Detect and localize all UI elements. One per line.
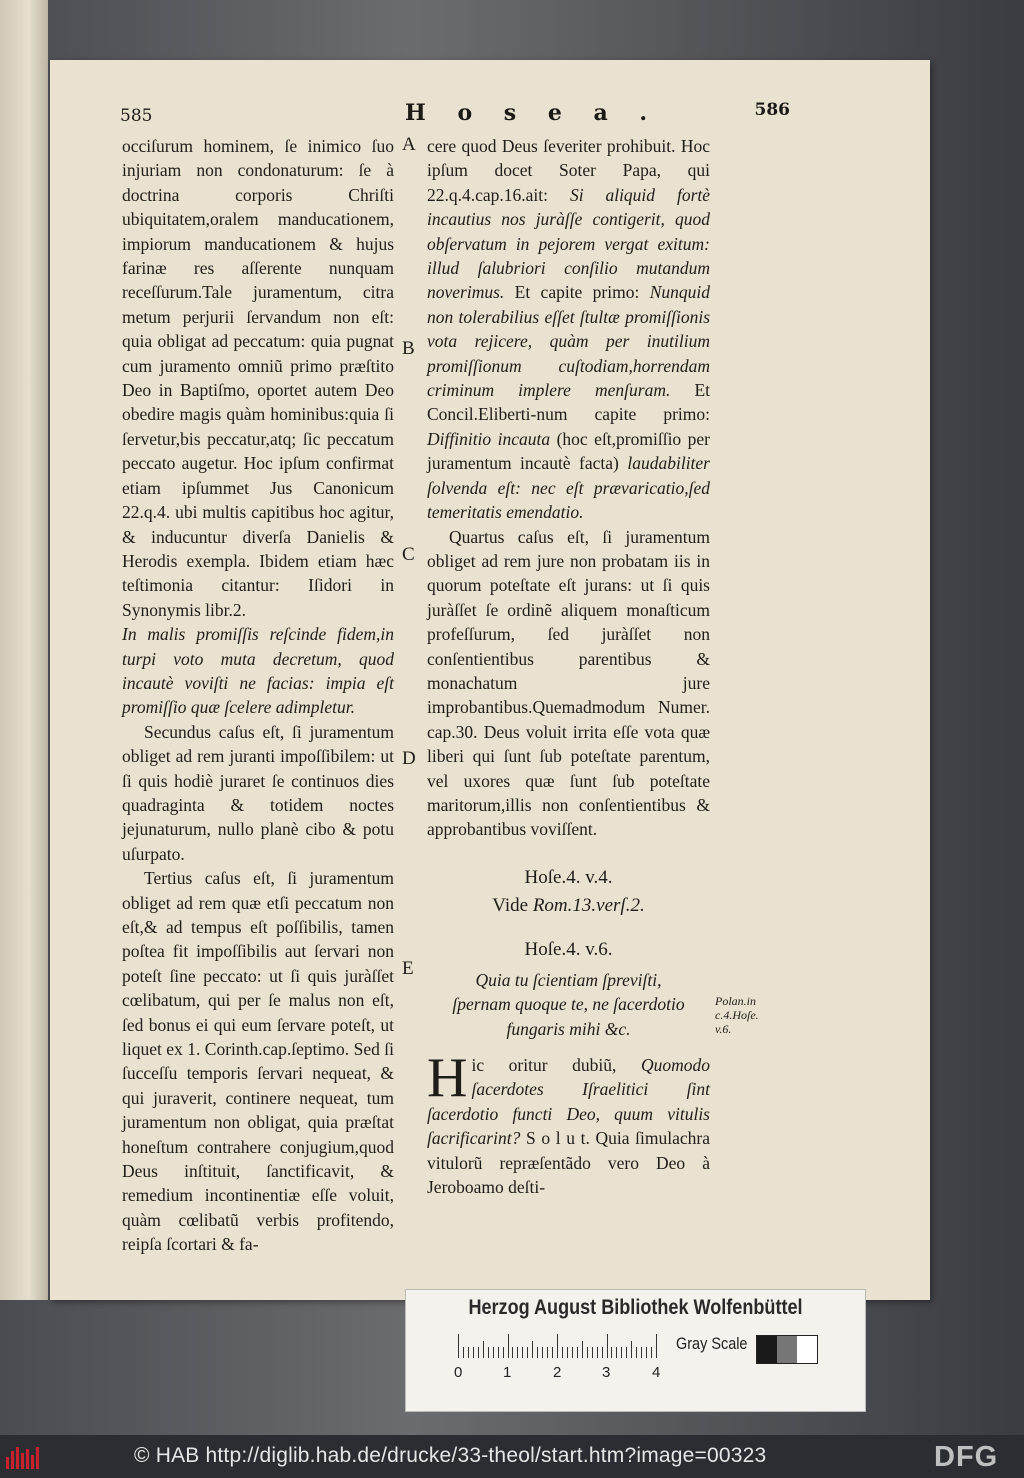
ruler-tick — [517, 1347, 518, 1358]
viewer-footer — [0, 1435, 1024, 1478]
library-scale-label — [405, 1289, 866, 1412]
paragraph — [427, 134, 710, 525]
ruler-tick — [602, 1347, 603, 1358]
text-run: Et Concil.Eliberti-num capite primo: — [427, 380, 711, 425]
running-title: H o s e a . — [405, 100, 660, 126]
margin-letter-d: D — [402, 748, 416, 769]
text-run: Rom.13.verſ.2. — [532, 894, 645, 916]
ruler-tick — [597, 1347, 598, 1358]
quotation: Nunquid non tolerabilius eſſet ſtultæ promiſſionis vota rejicere, quàm per inutilium promiſſionum cuſtodiam,horrendam criminum implere menſuram. — [427, 282, 710, 401]
ruler-tick — [532, 1341, 533, 1358]
margin-letter-a: A — [402, 134, 416, 155]
ruler-tick — [522, 1347, 523, 1358]
page-number-right: 586 — [754, 100, 790, 120]
ruler-tick — [458, 1334, 459, 1358]
ruler-tick — [557, 1334, 558, 1358]
quotation: laudabiliter ſolvenda eſt: nec eſt prævaricatio,ſed temeritatis emendatio. — [427, 453, 710, 523]
ruler-tick — [636, 1347, 637, 1358]
text-run: Et capite primo: — [514, 282, 640, 303]
ruler-tick — [552, 1347, 553, 1358]
ruler-tick — [631, 1341, 632, 1358]
gray-scale-label: Gray Scale — [676, 1334, 748, 1353]
ruler-tick — [621, 1347, 622, 1358]
ruler-tick — [587, 1347, 588, 1358]
gray-swatch-black — [757, 1336, 777, 1363]
ruler-tick — [473, 1347, 474, 1358]
previous-page-edge — [0, 0, 48, 1300]
ruler-tick — [463, 1347, 464, 1358]
left-column — [122, 134, 394, 1257]
scale-number: 0 — [454, 1364, 463, 1381]
running-header — [120, 100, 790, 130]
paragraph — [427, 1047, 711, 1199]
ruler-tick — [616, 1347, 617, 1358]
ruler-scale — [454, 1334, 664, 1381]
citation-link[interactable]: © HAB http://diglib.hab.de/drucke/33-theol/start.htm?image=00323 — [134, 1444, 767, 1467]
ruler-tick — [503, 1347, 504, 1358]
ruler-tick — [572, 1347, 573, 1358]
page-number-left: 585 — [120, 106, 153, 126]
ruler-tick — [656, 1334, 657, 1358]
ruler-tick — [537, 1347, 538, 1358]
paragraph: Quartus caſus eſt, ſi juramentum obliget ad rem jure non probatam iis in quorum poteſtate eſt jurans: ut ſi quis juràſſet ſe ordinẽ aliquem monaſticum profeſſurum, ſed juràſſet non conſentientibus parentibus & monachatum jure improbantibus.Quemadmodum Numer. cap.30. Deus voluit irrita eſſe vota quæ liberi qui ſunt ſub poteſtate parentum, vel uxores quæ ſunt ſub poteſtate maritorum,illis non conſentientibus & approbantibus voviſſent. — [427, 526, 710, 840]
scale-number: 3 — [602, 1364, 611, 1381]
book-page — [50, 60, 930, 1300]
ruler-tick — [478, 1347, 479, 1358]
ruler-tick — [577, 1347, 578, 1358]
ruler-tick — [646, 1347, 647, 1358]
ruler-tick — [542, 1347, 543, 1358]
quotation: Diffinitio incauta — [427, 428, 551, 449]
scale-number: 4 — [652, 1364, 661, 1381]
ruler-tick — [567, 1347, 568, 1358]
scale-number: 1 — [503, 1364, 512, 1381]
ruler-tick — [512, 1347, 513, 1358]
ruler-tick — [582, 1341, 583, 1358]
ruler-tick — [483, 1341, 484, 1358]
dfg-logo: DFG — [934, 1441, 999, 1473]
ruler-tick — [592, 1347, 593, 1358]
hab-logo-icon — [6, 1445, 42, 1469]
ruler-tick — [641, 1347, 642, 1358]
ruler-tick — [607, 1334, 608, 1358]
cross-reference — [427, 892, 710, 920]
margin-note: Polan.in c.4.Hoſe. v.6. — [715, 994, 759, 1036]
library-name: Herzog August Bibliothek Wolfenbüttel — [468, 1296, 803, 1319]
paragraph: Tertius caſus eſt, ſi juramentum obliget ad rem quæ etſi peccatum non eſt,& ad tempus eſt poſſibilis, tamen poſtea fit impoſſibilis aut ſervari non poteſt ſine peccato: ut ſi quis juràſſet cœlibatum, qui per ſe malus non eſt, ſed bonus ei qui eum ſervare poteſt, ut liquet ex 1. Corinth.cap.ſeptimo. Sed ſi ſucceſſu temporis ſervari nequeat, & qui juraverit, continere nequeat, tum juramentum non obligat, quia præſtat honeſtum contrahere conjugium,quod Deus inſtituit, ſanctificavit, & remedium incontinentiæ eſſe voluit, quàm cœlibatũ verbis profitendo, reipſa ſcortari & fa- — [122, 868, 394, 1255]
gray-swatch-mid — [777, 1336, 797, 1363]
right-column — [427, 134, 710, 1199]
paragraph: Secundus caſus eſt, ſi juramentum obliget ad rem juranti impoſſibilem: ut ſi quis hodiè juraret ſe continuos dies quadraginta & totidem noctes jejunaturum, nullo planè cibo & potu uſurpato. — [122, 721, 394, 864]
ruler-tick — [527, 1347, 528, 1358]
quotation: In malis promiſſis reſcinde fidem,in turpi voto muta decretum, quod incautè voviſti ne facias: impia eſt promiſſio quæ ſcelere adimpletur. — [122, 624, 394, 718]
text-run: S o l u t. Quia ſimulachra vitulorũ repræſentãdo vero Deo à Jeroboamo deſti- — [427, 1128, 710, 1198]
scripture-reference-heading: Hoſe.4. v.6. — [524, 938, 613, 960]
margin-letter-b: B — [402, 338, 415, 359]
ruler-tick — [498, 1347, 499, 1358]
ruler-tick — [626, 1347, 627, 1358]
gray-swatch-white — [797, 1336, 817, 1363]
margin-letter-c: C — [402, 544, 415, 565]
ruler-tick — [468, 1347, 469, 1358]
ruler-tick — [611, 1347, 612, 1358]
text-run: Vide — [492, 894, 533, 916]
ruler-tick — [547, 1347, 548, 1358]
quotation: Si aliquid fortè incautius nos juràſſe contigerit, quod obſervatum in pejorem vergat exitum: illud ſalubriori conſilio mutandum noverimus. — [427, 184, 711, 303]
quotation: Quomodo ſacerdotes Iſraelitici ſint ſacerdotio functi Deo, quum vitulis ſacrificarint? — [427, 1055, 711, 1149]
scripture-reference-heading: Hoſe.4. v.4. — [524, 866, 613, 888]
paragraph: occiſurum hominem, ſe inimico ſuo injuriam non condonaturum: ſe à doctrina corporis Chriſti ubiquitatem,oralem manducationem, impiorum manducationem & hujus farinæ res aſſerente nunquam receſſurum.Tale juramentum, citra metum perjurii ſervandum non eſt: quia obligat ad peccatum: quia pugnat cum juramento omniũ primo præſtito Deo in Baptiſmo, oportet autem Deo obedire magis quàm hominibus:quia ſi ſervetur,bis peccatur,atq; ſic peccatum peccato augetur. Hoc ipſum confirmat etiam ipſummet Jus Canonicum 22.q.4. ubi multis capitibus hoc agitur, & inducuntur diverſa Danielis & Herodis exempla. Ibidem etiam hæc teſtimonia citantur: Iſidori in Synonymis libr.2. — [122, 136, 394, 620]
ruler-tick — [508, 1334, 509, 1358]
text-run: (hoc eſt,promiſſio per juramentum incautè facta) — [427, 428, 710, 474]
ruler-tick — [562, 1347, 563, 1358]
scale-number: 2 — [553, 1364, 562, 1381]
verse-text: Quia tu ſcientiam ſpreviſti, ſpernam quoque te, ne ſacerdotio fungaris mihi &c. — [452, 969, 685, 1039]
ruler-tick — [488, 1347, 489, 1358]
gray-scale-swatch — [756, 1335, 818, 1364]
text-run: cere quod Deus ſeveriter prohibuit. Hoc ipſum docet Soter Papa, qui 22.q.4.cap.16.ait: — [427, 136, 710, 205]
ruler-tick — [651, 1347, 652, 1358]
ruler-tick — [493, 1347, 494, 1358]
drop-cap: H — [427, 1047, 468, 1109]
text-run: ic oritur dubiũ, — [471, 1055, 617, 1075]
margin-letter-e: E — [402, 958, 414, 979]
